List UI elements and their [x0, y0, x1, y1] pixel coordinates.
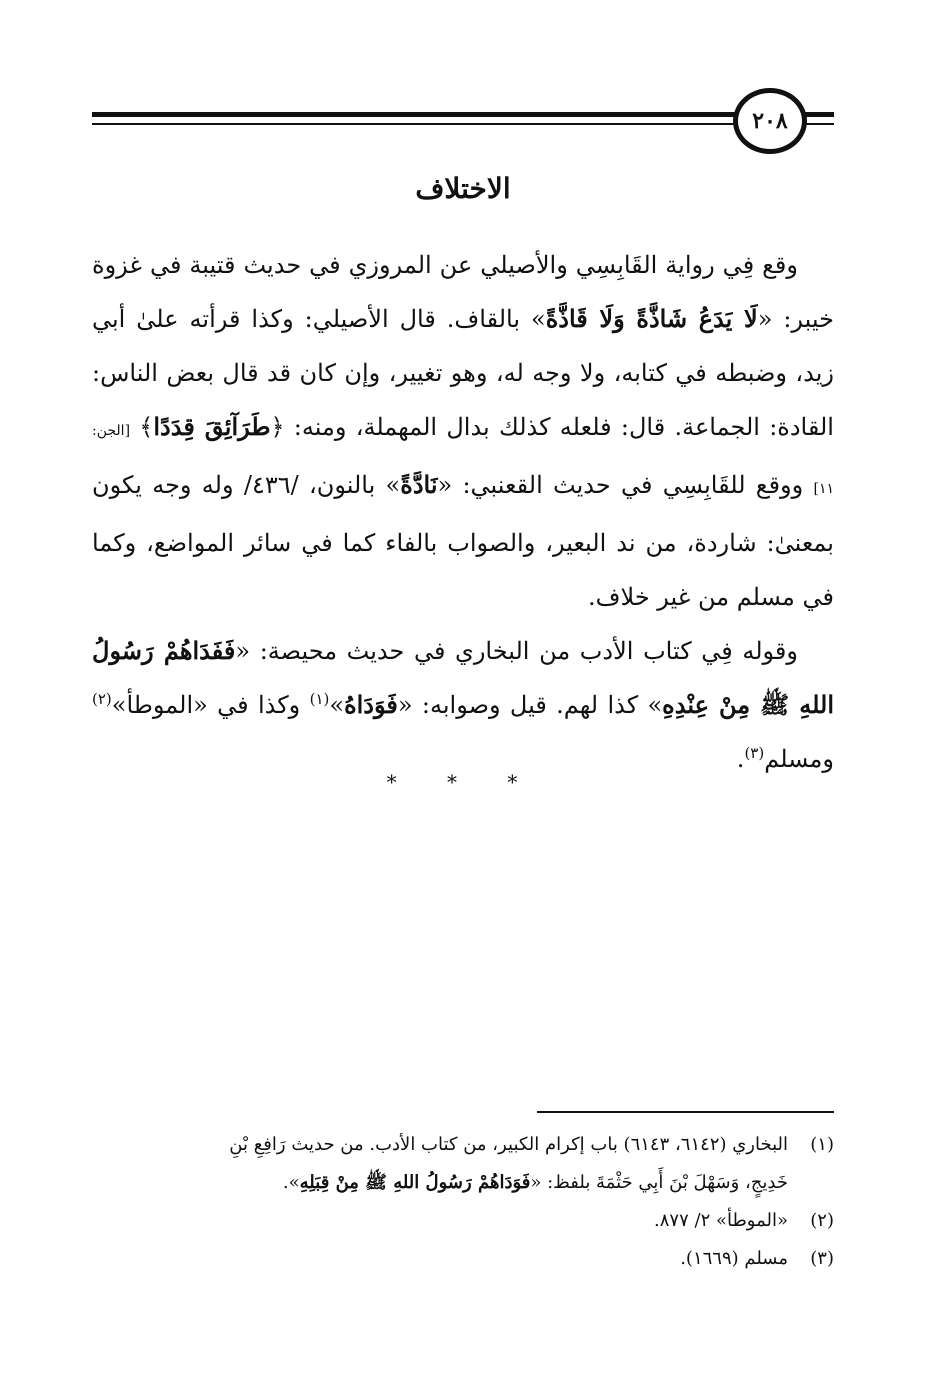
footnote-1-continuation [92, 1164, 834, 1202]
footnote-3 [92, 1240, 834, 1278]
paragraph-1 [92, 238, 834, 624]
section-separator-stars: * * * [386, 770, 540, 794]
p1-quote-2: نَادَّةً [400, 470, 438, 499]
footnote-marker-2: (٢) [92, 690, 112, 708]
p2-text-3: » [329, 691, 345, 719]
body-text [92, 238, 834, 786]
p1-text-5: » بالنون، /٤٣٦/ وله وجه يكون بمعنىٰ: شاردة، من ند البعير، والصواب بالفاء كما في سائر المواضع، وكما في مسلم من غير خلاف. [92, 471, 834, 611]
footnote-quote: فَوَدَاهُمْ رَسُولُ اللهِ ﷺ مِنْ قِبَلِهِ [299, 1172, 531, 1193]
p1-text-2: » بالقاف. قال الأصيلي: وكذا قرأته علىٰ أبي زيد، وضبطه في كتابه، ولا وجه له، وهو تغيير، وإن كان قد قال بعض الناس: القادة: الجماعة. قال: فلعله كذلك بدال المهملة، ومنه: ﴿ [92, 305, 834, 441]
p1-quote-1: لَا يَدَعُ شَاذَّةً وَلَا قَاذَّةً [545, 304, 758, 333]
p1-quran-reference: [الجن: ١١] [92, 423, 835, 497]
footnote-number: (٣) [810, 1248, 834, 1269]
section-title: الاختلاف [415, 172, 511, 205]
header-rule-thin [92, 123, 747, 125]
p2-text-5: ومسلم [764, 745, 834, 773]
footnote-text: «الموطأ» ٢/ ٨٧٧. [654, 1210, 788, 1231]
footnote-1 [92, 1126, 834, 1164]
footnote-number: (١) [810, 1134, 834, 1155]
p2-text-2: » كذا لهم. قيل وصوابه: « [397, 691, 663, 719]
p1-text-3: ﴾ [130, 413, 154, 441]
footnote-text: ». [282, 1172, 300, 1193]
header-rule-right-thin [804, 123, 834, 125]
header-rule-thick [92, 112, 747, 117]
p1-text-1: وقع فِي رواية القَابِسِي والأصيلي عن المروزي في حديث قتيبة في غزوة خيبر: « [92, 251, 834, 333]
footnote-text: خَدِيجٍ، وَسَهْلَ بْنَ أَبِي حَثْمَةَ بلفظ: « [530, 1172, 788, 1193]
page-header [92, 90, 834, 160]
p2-text-4: وكذا في «الموطأ» [111, 691, 310, 719]
paragraph-2 [92, 624, 834, 786]
footnotes [92, 1126, 834, 1278]
footnote-2 [92, 1202, 834, 1240]
footnote-text: البخاري (٦١٤٢، ٦١٤٣) باب إكرام الكبير، من كتاب الأدب. من حديث رَافِعِ بْنِ [229, 1134, 788, 1155]
footnote-number: (٢) [810, 1210, 834, 1231]
page-number: ٢٠٨ [733, 88, 807, 154]
footnote-separator [537, 1111, 834, 1113]
p2-text-6: . [736, 745, 745, 773]
header-rule-right-thick [804, 112, 834, 117]
footnote-marker-3: (٣) [744, 744, 765, 762]
footnote-text: مسلم (١٦٦٩). [680, 1248, 788, 1269]
footnote-marker-1: (١) [309, 690, 330, 708]
p1-quran-quote: طَرَآئِقَ قِدَدًا [153, 412, 271, 441]
p2-text-1: وقوله فِي كتاب الأدب من البخاري في حديث محيصة: « [235, 637, 798, 665]
p1-text-4: ووقع للقَابِسِي في حديث القعنبي: « [437, 471, 814, 499]
p2-quote-1: فَفَدَاهُمْ رَسُولُ اللهِ ﷺ مِنْ عِنْدِهِ [92, 636, 834, 719]
p2-quote-2: فَوَدَاهُ [344, 690, 398, 719]
